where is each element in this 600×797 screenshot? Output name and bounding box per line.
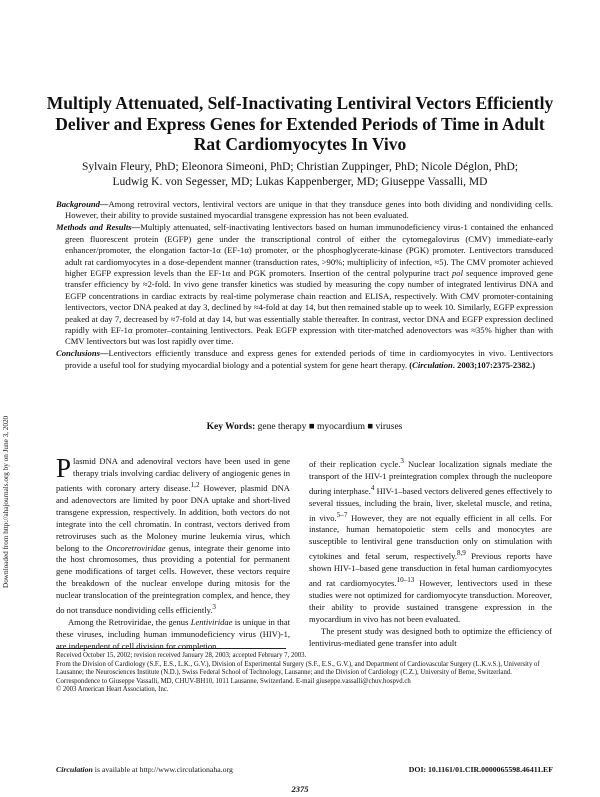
citation-journal: Circulation — [412, 359, 453, 370]
citation-rest: . 2003;107:2375-2382.) — [452, 359, 536, 370]
authors-line-1: Sylvain Fleury, PhD; Eleonora Simeoni, PhD; Christian Zuppinger, PhD; Nicole Déglon, PhD; — [81, 161, 519, 173]
paragraph-text: genus, integrate their genome into the host chromosomes, thus providing a potential for permanent gene modifications of target cells. However, these vectors require the breakdown of the nuclear envelope during mitosis for the nuclear translocation of the preintegration complex, and hence, they do not transduce nondividing cells efficiently. — [56, 542, 290, 616]
paragraph-text: Nuclear localization signals mediate the transport of the HIV-1 preintegration complex through the nucleopore during interphase. — [309, 458, 552, 496]
author-list — [40, 160, 560, 189]
received-dates: Received October 15, 2002; revision received January 28, 2003; accepted February 7, 2003. — [56, 652, 307, 659]
citation-ref: 1,2 — [190, 480, 200, 489]
paragraph-text: HIV-1–based vectors delivered genes effectively to several tissues, including the brain, liver, skeletal muscle, and retina, in vivo. — [309, 485, 552, 523]
conclusions-label: Conclusions— — [56, 348, 109, 359]
abstract-conclusions — [56, 348, 553, 371]
citation-ref: 3 — [212, 603, 216, 612]
genus-name: Oncoretroviridae — [106, 542, 166, 553]
background-text: Among retroviral vectors, lentiviral vectors are unique in that they transduce genes into both dividing and nondividing cells. However, their ability to provide sustained myocardial transgene expression has not been evaluated. — [65, 199, 553, 221]
citation-ref: 4 — [370, 483, 375, 492]
keywords — [56, 422, 553, 432]
affiliations: From the Division of Cardiology (S.F., E.S., L.K., G.V.), Division of Experimental Surgery (S.F., E.S., G.V.), and Department of Cardiovascular Surgery (L.K.v.S.), University of Lausanne; the Neurosciences Institute (N.D.), Swiss Federal School of Technology, Lausanne; and the Division of Cardiology (C.Z.), University of Berne, Switzerland. — [56, 660, 540, 677]
keyword: gene therapy — [257, 422, 307, 432]
page-number: 2375 — [291, 784, 309, 794]
background-label: Background— — [56, 199, 109, 209]
body-right-column — [309, 456, 552, 650]
citation-ref: 5–7 — [336, 510, 348, 519]
citation — [407, 360, 535, 370]
journal-name: Circulation — [56, 765, 93, 774]
copyright: © 2003 American Heart Association, Inc. — [56, 686, 169, 694]
paragraph-text: Among the Retroviridae, the genus — [68, 617, 191, 628]
paragraph-text: However, they are not equally efficient in all cells. For instance, human hematopoietic stem cells and monocytes are susceptible to lentiviral gene transduction only on stimulation with cytokines and fetal serum, respectively. — [309, 512, 552, 562]
body-paragraph: The present study was designed both to optimize the efficiency of lentivirus-mediated gene transfer into adult — [309, 625, 552, 648]
citation-ref: 3 — [400, 457, 404, 465]
keyword: myocardium — [316, 422, 365, 432]
paragraph-text: However, lentivectors used in these studies were not optimized for cardiomyocyte transduction. Moreover, their ability to provide sustained transgene expression in the myocardium in vivo has not been evaluated. — [309, 577, 552, 624]
keyword-separator: ■ — [367, 422, 374, 432]
conclusions-text: Lentivectors efficiently transduce and express genes for extended periods of time in cardiomyocytes in vivo. Lentivectors provide a useful tool for studying myocardial biology and a potential system for gene heart therapy. — [65, 348, 553, 370]
body-paragraph — [56, 453, 290, 617]
genus-name: Lentiviridae — [190, 617, 233, 628]
methods-label: Methods and Results— — [56, 222, 141, 233]
article-title: Multiply Attenuated, Self-Inactivating Lentiviral Vectors Efficiently Deliver and Express Genes for Extended Periods of Time in Adult Rat Cardiomyocytes In Vivo — [46, 93, 554, 154]
methods-italic: pol — [452, 267, 463, 278]
journal-availability — [56, 765, 233, 774]
download-notice: Downloaded from http://ahajournals.org by on June 3, 2020 — [2, 415, 10, 588]
correspondence: Correspondence to Giuseppe Vassalli, MD, CHUV-BH10, 1011 Lausanne, Switzerland. E-mail giuseppe.vassalli@chuv.hospvd.ch — [56, 677, 411, 685]
body-left-column — [56, 453, 290, 653]
citation-ref: 8,9 — [456, 549, 466, 558]
journal-url[interactable]: is available at http://www.circulationaha.org — [92, 765, 233, 774]
methods-text-1: Multiply attenuated, self-inactivating lentivectors based on human immunodeficiency virus-1 contained the enhanced green fluorescent protein (EGFP) gene under the transcriptional control of either the cytomegalovirus (CMV) immediate-early enhancer/promoter, the elongation factor-1α (EF-1α) promoter, or the phosphoglycerate-kinase (PGK) promoter. Lentivectors transduced adult rat cardiomyocytes in a dose-dependent manner (transduction rates, >90%; multiplicity of infection, ≈5). The CMV promoter achieved higher EGFP expression levels than the EF-1α and PGK promoters. Insertion of the central polypurine tract — [65, 222, 553, 278]
journal-footer — [56, 765, 553, 774]
paragraph-text: However, plasmid DNA and adenovectors are limited by poor DNA uptake and short-lived transgene expression, respectively. In addition, both vectors do not integrate into the cell chromatin. In contrast, vectors derived from retroviruses such as the Moloney murine leukemia virus, which belong to the — [56, 482, 290, 553]
methods-text-2: sequence improved gene transfer efficiency by ≈2-fold. In vivo gene transfer kinetics was studied by measuring the copy number of integrated lentivirus DNA and EGFP concentrations in cardiac extracts by real-time polymerase chain reaction and ELISA, respectively. With CMV promoter-containing lentivectors, vector DNA peaked at day 3, declined by ≈4-fold at day 14, but then remained stable up to week 10. Similarly, EGFP expression peaked at day 7, decreased by ≈7-fold at day 14, but was essentially stable thereafter. In contrast, vector DNA and EGFP expression declined rapidly with EF-1α promoter–containing lentivectors. Peak EGFP expression with titer-matched adenovectors was ≈35% higher than with CMV lentivectors but was lost rapidly over time. — [65, 267, 553, 347]
authors-line-2: Ludwig K. von Segesser, MD; Lukas Kappenberger, MD; Giuseppe Vassalli, MD — [112, 175, 488, 188]
doi[interactable]: DOI: 10.1161/01.CIR.0000065598.46411.EF — [408, 765, 553, 774]
download-sidebar — [2, 398, 14, 588]
keyword-separator: ■ — [308, 422, 315, 432]
abstract-background — [56, 199, 553, 222]
footnotes — [56, 652, 553, 695]
paragraph-text: of their replication cycle. — [309, 458, 401, 469]
body-paragraph — [309, 456, 552, 626]
keyword: viruses — [375, 422, 403, 432]
citation-ref: 10–13 — [396, 575, 415, 584]
citation-open: ( — [407, 359, 413, 370]
abstract — [56, 199, 553, 372]
abstract-methods — [56, 222, 553, 347]
paragraph-text: is unique in that these viruses, including human immunodeficiency virus (HIV)-1, are independent of cell division for completion — [56, 617, 290, 651]
keywords-label: Key Words: — [206, 422, 256, 432]
drop-cap: P — [56, 453, 72, 483]
footnote-divider — [56, 648, 286, 649]
paragraph-text: lasmid DNA and adenoviral vectors have been used in gene therapy trials involving cardiac delivery of angiogenic genes in patients with coronary artery disease. — [56, 456, 290, 493]
paragraph-text: Previous reports have shown HIV-1–based gene transduction in fetal human cardiomyocytes and rat cardiomyocytes. — [309, 551, 552, 588]
